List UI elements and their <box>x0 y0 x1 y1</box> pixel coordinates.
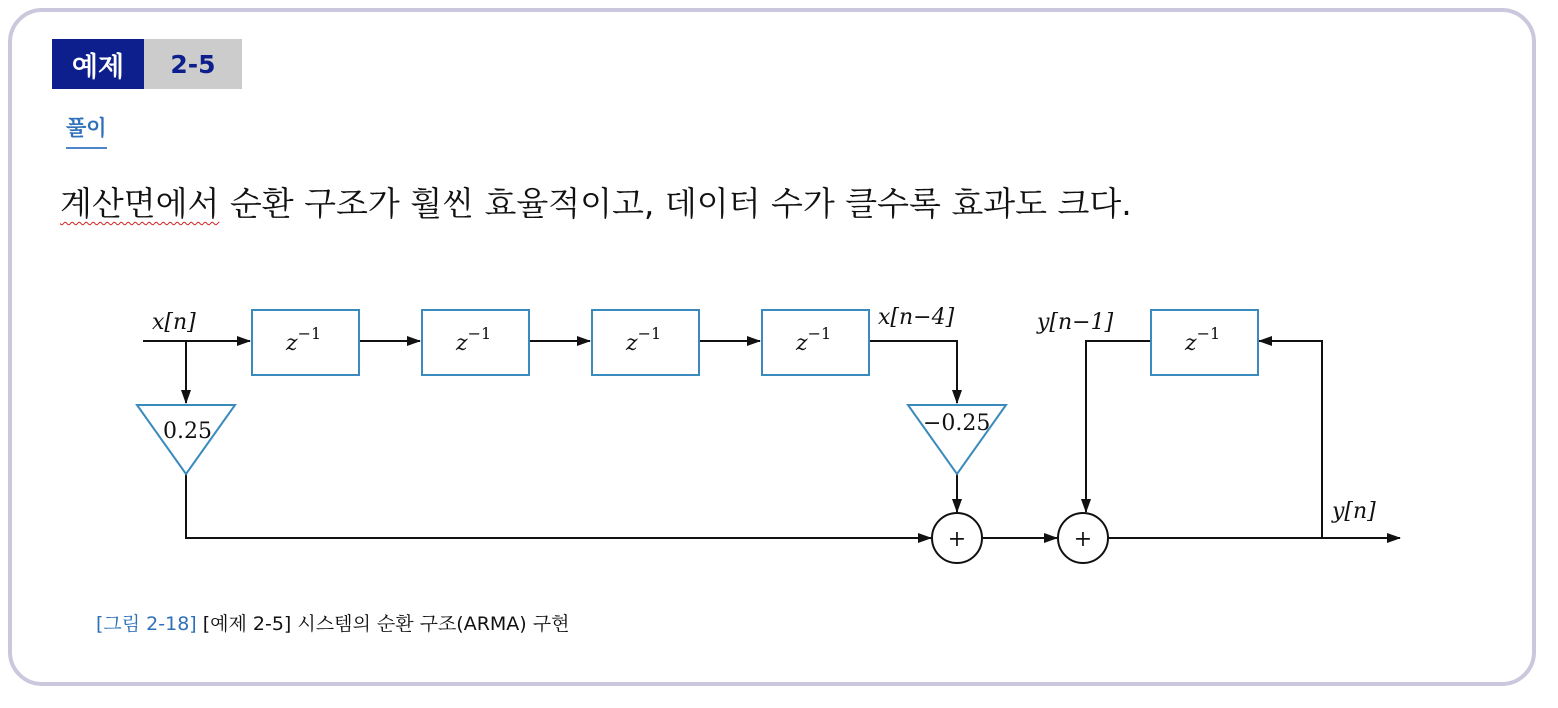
feedback-label: y[n−1] <box>1037 310 1114 335</box>
figure-caption <box>96 609 569 636</box>
tap-label: x[n−4] <box>878 305 955 330</box>
summing-node-1-symbol: + <box>947 527 967 552</box>
delay-feedback-exp: −1 <box>1196 324 1221 343</box>
gain-a-label: 0.25 <box>163 419 212 444</box>
delay-3-z: z <box>626 331 638 356</box>
summing-node-2-symbol: + <box>1073 527 1093 552</box>
delay-4-z: z <box>796 331 808 356</box>
solution-heading: 풀이 <box>66 112 107 149</box>
delay-1-exp: −1 <box>297 324 322 343</box>
delay-4-exp: −1 <box>807 324 832 343</box>
figure-ref: [그림 2-18] <box>96 613 197 635</box>
example-badge-label: 예제 <box>52 39 144 89</box>
figure-caption-text: [예제 2-5] 시스템의 순환 구조(ARMA) 구현 <box>196 613 570 635</box>
delay-1-z: z <box>286 331 298 356</box>
delay-feedback-z: z <box>1185 331 1197 356</box>
output-label: y[n] <box>1332 499 1376 524</box>
solution-sentence-rest: 순환 구조가 훨씬 효율적이고, 데이터 수가 클수록 효과도 크다. <box>219 184 1132 223</box>
input-label: x[n] <box>152 310 196 335</box>
delay-3-exp: −1 <box>637 324 662 343</box>
spellcheck-flagged-word: 계산면에서 <box>60 184 220 223</box>
delay-2-z: z <box>456 331 468 356</box>
example-badge-number: 2-5 <box>144 39 242 89</box>
delay-2-exp: −1 <box>467 324 492 343</box>
gain-b-label: −0.25 <box>923 411 991 436</box>
